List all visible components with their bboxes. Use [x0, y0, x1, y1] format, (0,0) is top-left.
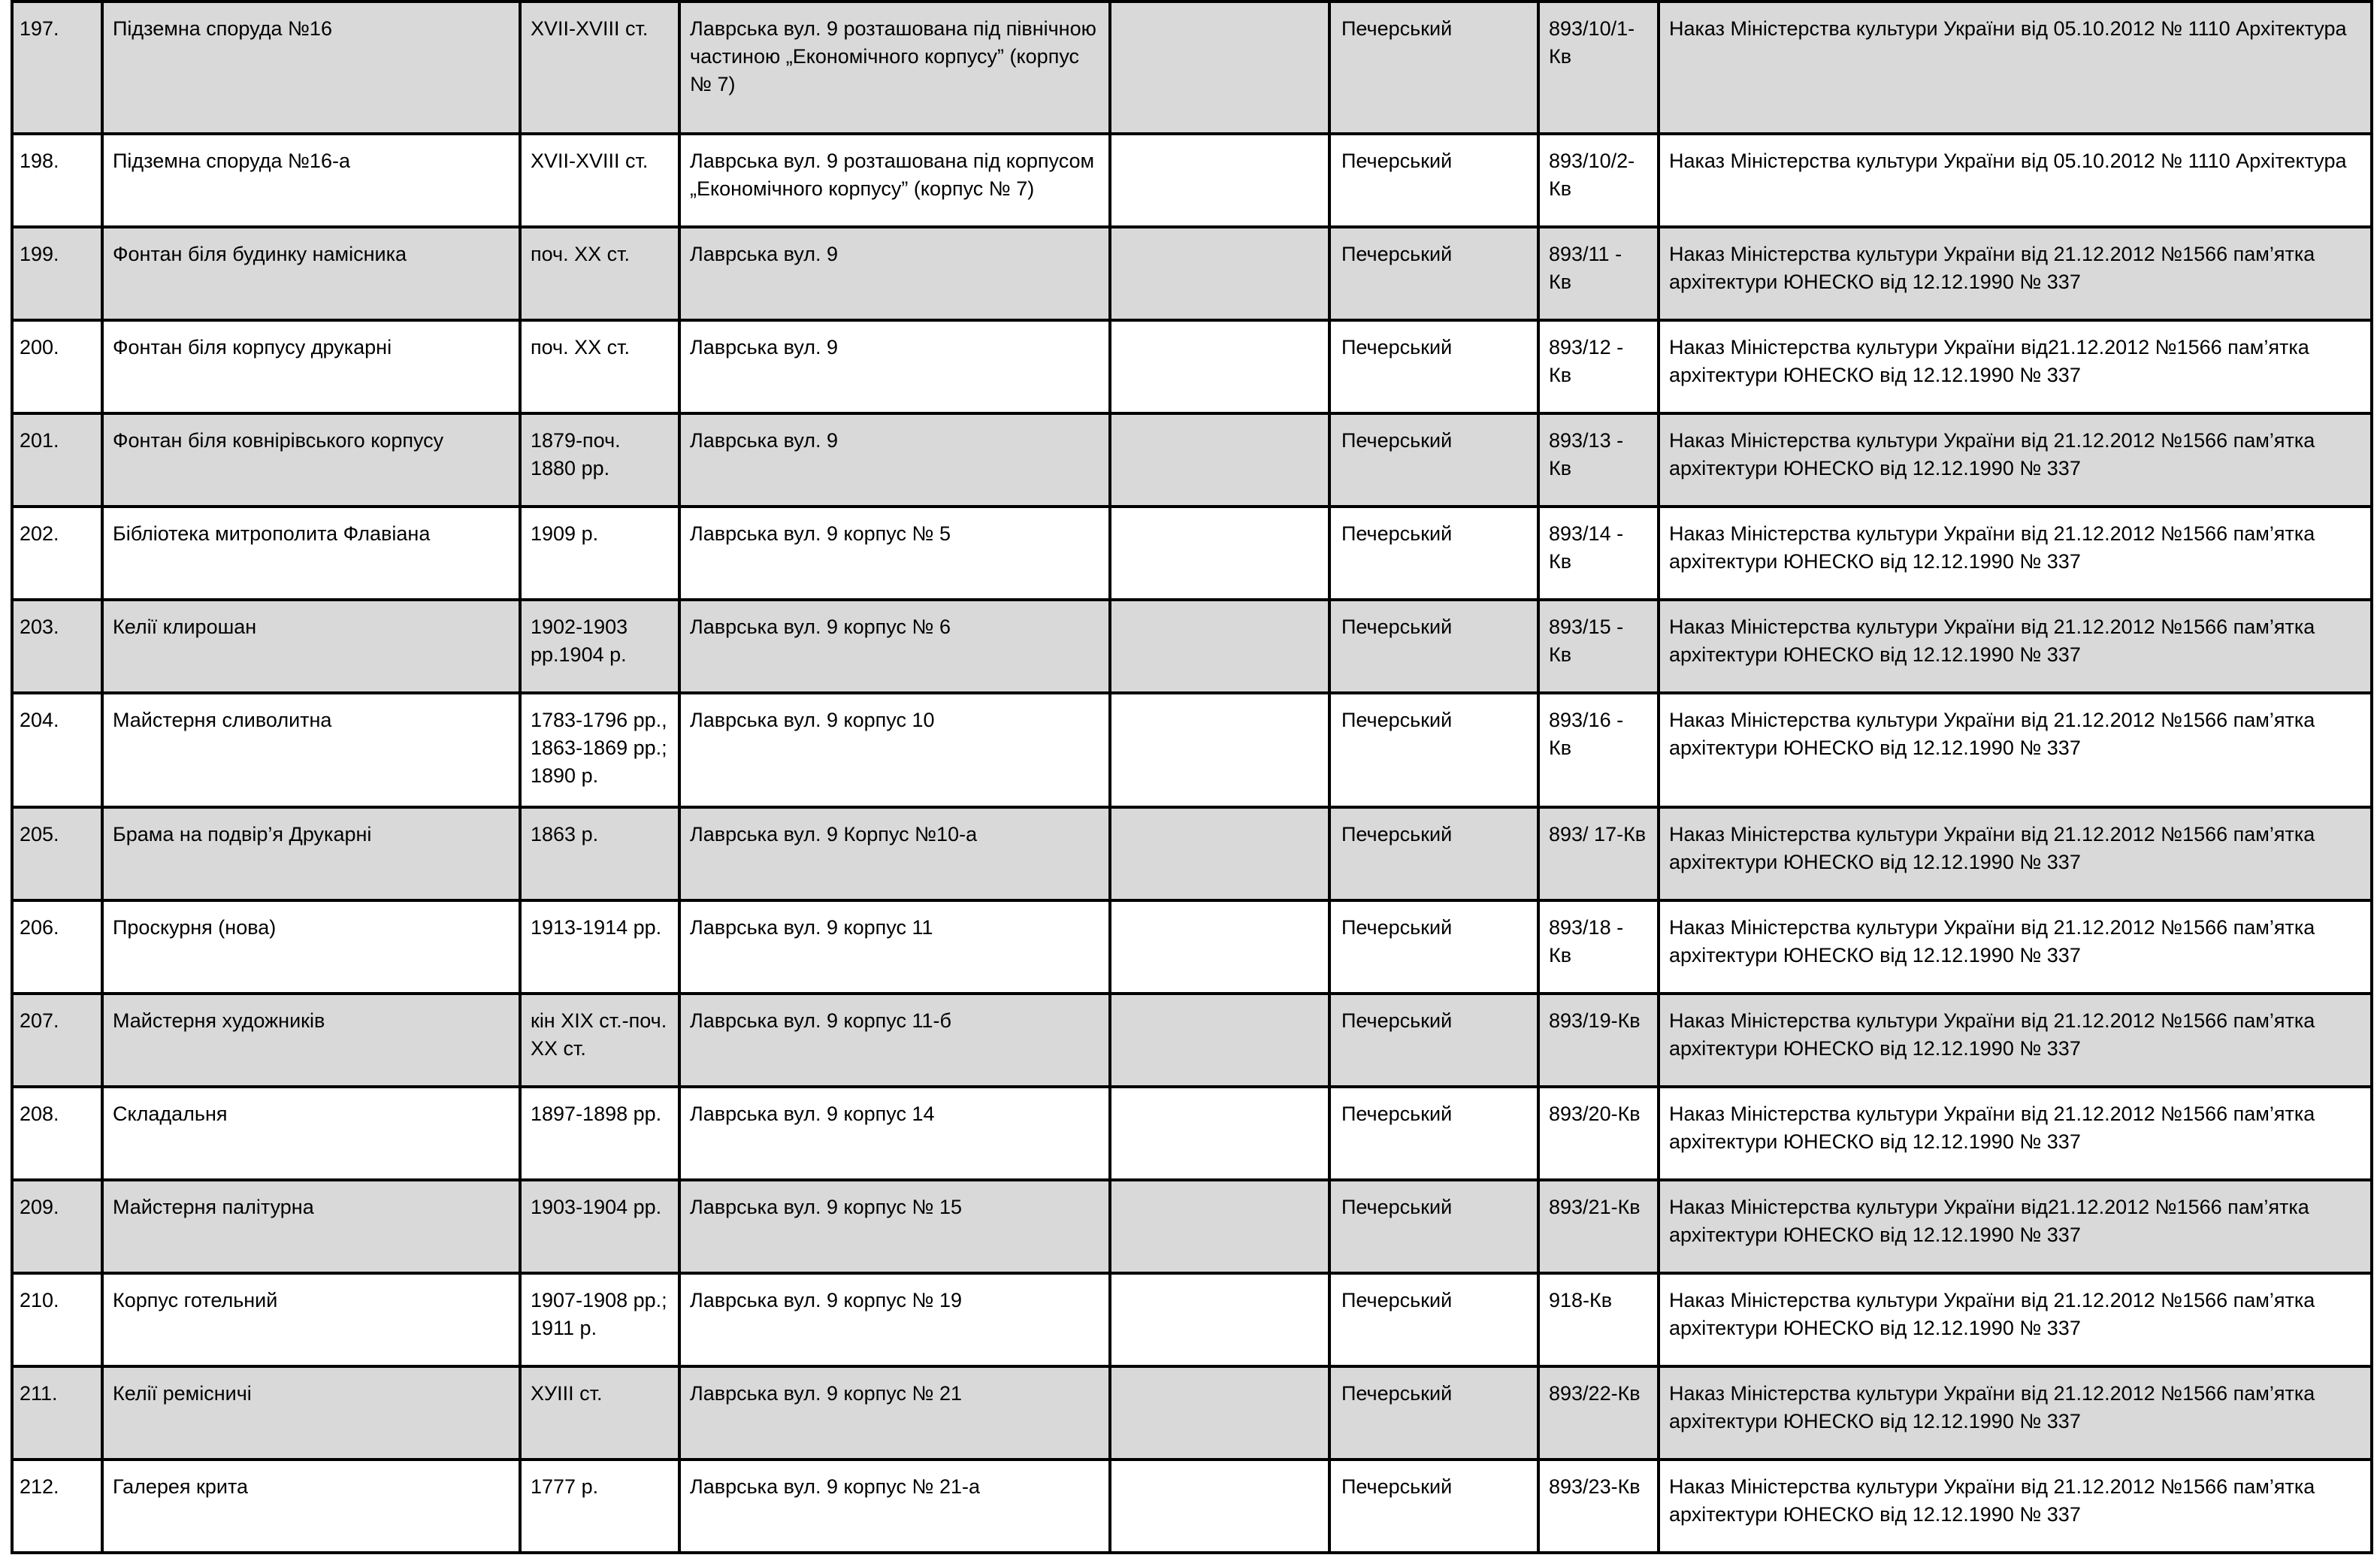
table-row: [12, 900, 2372, 994]
row-number-cell: 204.: [12, 693, 102, 807]
object-date-cell: 1909 р.: [520, 507, 679, 600]
table-row: [12, 134, 2372, 227]
table-row: [12, 1460, 2372, 1553]
registry-code-cell: 893/ 17-Кв: [1538, 807, 1659, 900]
object-address-cell: Лаврська вул. 9 корпус 10: [679, 693, 1110, 807]
protection-document-cell: Наказ Міністерства культури України від 05.10.2012 № 1110 Архітектура: [1659, 134, 2372, 227]
object-name-cell: Майстерня палітурна: [102, 1180, 520, 1273]
object-date-cell: 1777 р.: [520, 1460, 679, 1553]
blank-cell-cell: [1110, 900, 1329, 994]
row-number-cell: 205.: [12, 807, 102, 900]
row-number-cell: 210.: [12, 1273, 102, 1366]
registry-code-cell: 918-Кв: [1538, 1273, 1659, 1366]
registry-code-cell: 893/21-Кв: [1538, 1180, 1659, 1273]
row-number-cell: 203.: [12, 600, 102, 693]
object-address-cell: Лаврська вул. 9: [679, 320, 1110, 413]
blank-cell-cell: [1110, 413, 1329, 507]
blank-cell-cell: [1110, 1366, 1329, 1460]
protection-document-cell: Наказ Міністерства культури України від 21.12.2012 №1566 пам’ятка архітектури ЮНЕСКО від 12.12.1990 № 337: [1659, 807, 2372, 900]
blank-cell-cell: [1110, 1273, 1329, 1366]
protection-document-cell: Наказ Міністерства культури України від21.12.2012 №1566 пам’ятка архітектури ЮНЕСКО від 12.12.1990 № 337: [1659, 320, 2372, 413]
object-date-cell: 1903-1904 рр.: [520, 1180, 679, 1273]
row-number-cell: 198.: [12, 134, 102, 227]
row-number-cell: 197.: [12, 2, 102, 134]
object-name-cell: Фонтан біля корпусу друкарні: [102, 320, 520, 413]
registry-code-cell: 893/12 - Кв: [1538, 320, 1659, 413]
object-address-cell: Лаврська вул. 9 корпус № 6: [679, 600, 1110, 693]
object-name-cell: Майстерня сливолитна: [102, 693, 520, 807]
heritage-registry-table: [11, 0, 2373, 1554]
table-row: [12, 507, 2372, 600]
object-address-cell: Лаврська вул. 9 корпус 11: [679, 900, 1110, 994]
object-date-cell: 1913-1914 рр.: [520, 900, 679, 994]
district-name-cell: Печерський: [1329, 1087, 1538, 1180]
registry-code-cell: 893/16 - Кв: [1538, 693, 1659, 807]
object-name-cell: Келії ремісничі: [102, 1366, 520, 1460]
protection-document-cell: Наказ Міністерства культури України від 05.10.2012 № 1110 Архітектура: [1659, 2, 2372, 134]
blank-cell-cell: [1110, 227, 1329, 320]
district-name-cell: Печерський: [1329, 600, 1538, 693]
protection-document-cell: Наказ Міністерства культури України від21.12.2012 №1566 пам’ятка архітектури ЮНЕСКО від 12.12.1990 № 337: [1659, 1180, 2372, 1273]
object-date-cell: поч. ХХ ст.: [520, 227, 679, 320]
protection-document-cell: Наказ Міністерства культури України від 21.12.2012 №1566 пам’ятка архітектури ЮНЕСКО від 12.12.1990 № 337: [1659, 507, 2372, 600]
object-date-cell: XVII-XVIII ст.: [520, 2, 679, 134]
protection-document-cell: Наказ Міністерства культури України від 21.12.2012 №1566 пам’ятка архітектури ЮНЕСКО від 12.12.1990 № 337: [1659, 900, 2372, 994]
row-number-cell: 206.: [12, 900, 102, 994]
registry-code-cell: 893/20-Кв: [1538, 1087, 1659, 1180]
object-address-cell: Лаврська вул. 9 Корпус №10-а: [679, 807, 1110, 900]
table-row: [12, 600, 2372, 693]
registry-code-cell: 893/13 - Кв: [1538, 413, 1659, 507]
registry-table-sheet: [11, 0, 2370, 1554]
district-name-cell: Печерський: [1329, 900, 1538, 994]
row-number-cell: 201.: [12, 413, 102, 507]
object-name-cell: Брама на подвір’я Друкарні: [102, 807, 520, 900]
object-address-cell: Лаврська вул. 9 корпус 11-б: [679, 994, 1110, 1087]
blank-cell-cell: [1110, 134, 1329, 227]
district-name-cell: Печерський: [1329, 693, 1538, 807]
protection-document-cell: Наказ Міністерства культури України від 21.12.2012 №1566 пам’ятка архітектури ЮНЕСКО від 12.12.1990 № 337: [1659, 1460, 2372, 1553]
blank-cell-cell: [1110, 2, 1329, 134]
object-address-cell: Лаврська вул. 9 корпус № 5: [679, 507, 1110, 600]
object-date-cell: поч. ХХ ст.: [520, 320, 679, 413]
object-date-cell: 1902-1903 рр.1904 р.: [520, 600, 679, 693]
row-number-cell: 212.: [12, 1460, 102, 1553]
blank-cell-cell: [1110, 507, 1329, 600]
protection-document-cell: Наказ Міністерства культури України від 21.12.2012 №1566 пам’ятка архітектури ЮНЕСКО від 12.12.1990 № 337: [1659, 1087, 2372, 1180]
object-date-cell: 1783-1796 рр., 1863-1869 рр.; 1890 р.: [520, 693, 679, 807]
registry-code-cell: 893/11 - Кв: [1538, 227, 1659, 320]
object-address-cell: Лаврська вул. 9 корпус № 21-а: [679, 1460, 1110, 1553]
blank-cell-cell: [1110, 1460, 1329, 1553]
registry-code-cell: 893/18 - Кв: [1538, 900, 1659, 994]
object-address-cell: Лаврська вул. 9 розташована під північною частиною „Економічного корпусу” (корпус № 7): [679, 2, 1110, 134]
row-number-cell: 211.: [12, 1366, 102, 1460]
protection-document-cell: Наказ Міністерства культури України від 21.12.2012 №1566 пам’ятка архітектури ЮНЕСКО від 12.12.1990 № 337: [1659, 693, 2372, 807]
object-date-cell: кін XIX ст.-поч. ХХ ст.: [520, 994, 679, 1087]
district-name-cell: Печерський: [1329, 413, 1538, 507]
district-name-cell: Печерський: [1329, 994, 1538, 1087]
object-date-cell: 1907-1908 рр.; 1911 р.: [520, 1273, 679, 1366]
district-name-cell: Печерський: [1329, 1273, 1538, 1366]
table-row: [12, 807, 2372, 900]
protection-document-cell: Наказ Міністерства культури України від 21.12.2012 №1566 пам’ятка архітектури ЮНЕСКО від 12.12.1990 № 337: [1659, 600, 2372, 693]
district-name-cell: Печерський: [1329, 2, 1538, 134]
registry-code-cell: 893/19-Кв: [1538, 994, 1659, 1087]
object-name-cell: Фонтан біля будинку намісника: [102, 227, 520, 320]
object-date-cell: XVII-XVIII ст.: [520, 134, 679, 227]
table-row: [12, 1273, 2372, 1366]
object-address-cell: Лаврська вул. 9: [679, 227, 1110, 320]
registry-code-cell: 893/15 - Кв: [1538, 600, 1659, 693]
row-number-cell: 209.: [12, 1180, 102, 1273]
object-name-cell: Келії клирошан: [102, 600, 520, 693]
object-address-cell: Лаврська вул. 9 корпус № 15: [679, 1180, 1110, 1273]
object-date-cell: 1863 р.: [520, 807, 679, 900]
object-address-cell: Лаврська вул. 9: [679, 413, 1110, 507]
object-name-cell: Бібліотека митрополита Флавіана: [102, 507, 520, 600]
district-name-cell: Печерський: [1329, 320, 1538, 413]
object-name-cell: Підземна споруда №16: [102, 2, 520, 134]
district-name-cell: Печерський: [1329, 1180, 1538, 1273]
blank-cell-cell: [1110, 1180, 1329, 1273]
table-row: [12, 693, 2372, 807]
blank-cell-cell: [1110, 693, 1329, 807]
blank-cell-cell: [1110, 1087, 1329, 1180]
object-date-cell: 1897-1898 рр.: [520, 1087, 679, 1180]
registry-code-cell: 893/22-Кв: [1538, 1366, 1659, 1460]
object-name-cell: Проскурня (нова): [102, 900, 520, 994]
district-name-cell: Печерський: [1329, 134, 1538, 227]
table-row: [12, 994, 2372, 1087]
object-date-cell: ХУIII ст.: [520, 1366, 679, 1460]
district-name-cell: Печерський: [1329, 507, 1538, 600]
protection-document-cell: Наказ Міністерства культури України від 21.12.2012 №1566 пам’ятка архітектури ЮНЕСКО від 12.12.1990 № 337: [1659, 1366, 2372, 1460]
table-row: [12, 1366, 2372, 1460]
protection-document-cell: Наказ Міністерства культури України від 21.12.2012 №1566 пам’ятка архітектури ЮНЕСКО від 12.12.1990 № 337: [1659, 994, 2372, 1087]
row-number-cell: 208.: [12, 1087, 102, 1180]
protection-document-cell: Наказ Міністерства культури України від 21.12.2012 №1566 пам’ятка архітектури ЮНЕСКО від 12.12.1990 № 337: [1659, 1273, 2372, 1366]
row-number-cell: 199.: [12, 227, 102, 320]
protection-document-cell: Наказ Міністерства культури України від 21.12.2012 №1566 пам’ятка архітектури ЮНЕСКО від 12.12.1990 № 337: [1659, 413, 2372, 507]
object-name-cell: Фонтан біля ковнірівського корпусу: [102, 413, 520, 507]
registry-code-cell: 893/10/2-Кв: [1538, 134, 1659, 227]
registry-code-cell: 893/10/1-Кв: [1538, 2, 1659, 134]
registry-code-cell: 893/14 - Кв: [1538, 507, 1659, 600]
blank-cell-cell: [1110, 320, 1329, 413]
table-row: [12, 413, 2372, 507]
object-address-cell: Лаврська вул. 9 розташована під корпусом „Економічного корпусу” (корпус № 7): [679, 134, 1110, 227]
table-row: [12, 227, 2372, 320]
registry-table-body: [12, 2, 2372, 1553]
table-row: [12, 2, 2372, 134]
row-number-cell: 200.: [12, 320, 102, 413]
object-address-cell: Лаврська вул. 9 корпус № 21: [679, 1366, 1110, 1460]
object-name-cell: Корпус готельний: [102, 1273, 520, 1366]
protection-document-cell: Наказ Міністерства культури України від 21.12.2012 №1566 пам’ятка архітектури ЮНЕСКО від 12.12.1990 № 337: [1659, 227, 2372, 320]
object-name-cell: Підземна споруда №16-а: [102, 134, 520, 227]
object-address-cell: Лаврська вул. 9 корпус 14: [679, 1087, 1110, 1180]
table-row: [12, 1087, 2372, 1180]
district-name-cell: Печерський: [1329, 1366, 1538, 1460]
table-row: [12, 320, 2372, 413]
row-number-cell: 202.: [12, 507, 102, 600]
blank-cell-cell: [1110, 994, 1329, 1087]
district-name-cell: Печерський: [1329, 227, 1538, 320]
district-name-cell: Печерський: [1329, 1460, 1538, 1553]
object-name-cell: Галерея крита: [102, 1460, 520, 1553]
blank-cell-cell: [1110, 807, 1329, 900]
object-name-cell: Складальня: [102, 1087, 520, 1180]
blank-cell-cell: [1110, 600, 1329, 693]
registry-code-cell: 893/23-Кв: [1538, 1460, 1659, 1553]
table-row: [12, 1180, 2372, 1273]
row-number-cell: 207.: [12, 994, 102, 1087]
object-address-cell: Лаврська вул. 9 корпус № 19: [679, 1273, 1110, 1366]
object-date-cell: 1879-поч. 1880 рр.: [520, 413, 679, 507]
district-name-cell: Печерський: [1329, 807, 1538, 900]
object-name-cell: Майстерня художників: [102, 994, 520, 1087]
